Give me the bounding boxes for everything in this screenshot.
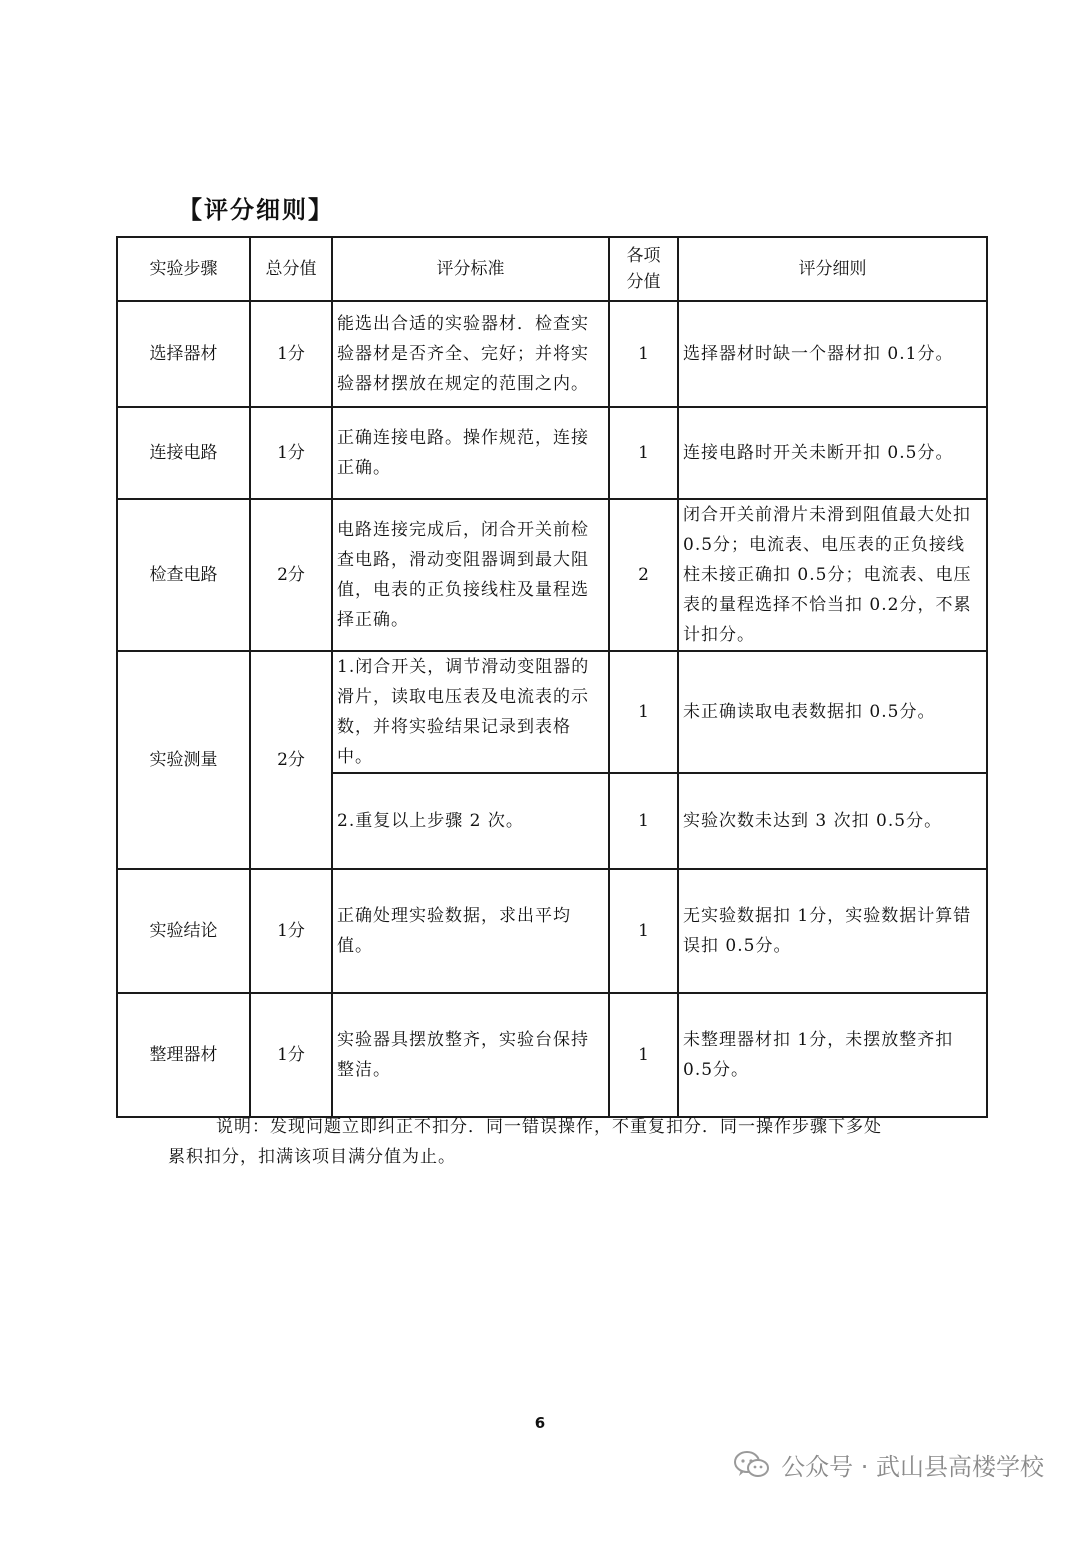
cell-item-score: 2 — [609, 499, 678, 651]
cell-standard: 实验器具摆放整齐，实验台保持整洁。 — [332, 993, 609, 1117]
cell-item-score: 1 — [609, 869, 678, 993]
table-row — [117, 869, 987, 993]
cell-standard: 正确处理实验数据，求出平均值。 — [332, 869, 609, 993]
note-line-1: 说明：发现问题立即纠正不扣分．同一错误操作，不重复扣分．同一操作步骤下多处 — [216, 1117, 882, 1137]
cell-detail: 未正确读取电表数据扣 0.5分。 — [678, 651, 987, 773]
cell-detail: 实验次数未达到 3 次扣 0.5分。 — [678, 773, 987, 869]
note-line-2: 累积扣分，扣满该项目满分值为止。 — [168, 1147, 456, 1167]
header-standard: 评分标准 — [332, 237, 609, 301]
header-total: 总分值 — [250, 237, 332, 301]
cell-item-score: 1 — [609, 993, 678, 1117]
cell-standard: 1.闭合开关，调节滑动变阻器的滑片，读取电压表及电流表的示数，并将实验结果记录到表格中。 — [332, 651, 609, 773]
table-row — [117, 993, 987, 1117]
cell-standard: 正确连接电路。操作规范，连接正确。 — [332, 407, 609, 499]
section-title: 【评分细则】 — [178, 195, 334, 224]
cell-detail: 选择器材时缺一个器材扣 0.1分。 — [678, 301, 987, 407]
cell-standard: 电路连接完成后，闭合开关前检查电路，滑动变阻器调到最大阻值，电表的正负接线柱及量程选择正确。 — [332, 499, 609, 651]
table-row — [117, 407, 987, 499]
cell-total: 1分 — [250, 869, 332, 993]
wechat-icon — [733, 1450, 771, 1480]
table-header-row — [117, 237, 987, 301]
cell-total: 1分 — [250, 301, 332, 407]
table-row — [117, 651, 987, 773]
cell-total: 2分 — [250, 499, 332, 651]
cell-item-score: 1 — [609, 301, 678, 407]
cell-detail: 无实验数据扣 1分，实验数据计算错误扣 0.5分。 — [678, 869, 987, 993]
cell-step: 选择器材 — [117, 301, 250, 407]
cell-step: 实验结论 — [117, 869, 250, 993]
header-detail: 评分细则 — [678, 237, 987, 301]
cell-step: 实验测量 — [117, 651, 250, 869]
header-step: 实验步骤 — [117, 237, 250, 301]
watermark — [733, 1447, 1044, 1482]
cell-step: 连接电路 — [117, 407, 250, 499]
page-number: 6 — [534, 1414, 546, 1432]
note-paragraph — [168, 1112, 928, 1172]
table-row — [117, 499, 987, 651]
watermark-text: 公众号 · 武山县高楼学校 — [781, 1453, 1044, 1481]
cell-item-score: 1 — [609, 407, 678, 499]
cell-total: 1分 — [250, 407, 332, 499]
cell-standard: 能选出合适的实验器材．检查实验器材是否齐全、完好；并将实验器材摆放在规定的范围之内。 — [332, 301, 609, 407]
cell-step: 检查电路 — [117, 499, 250, 651]
cell-standard: 2.重复以上步骤 2 次。 — [332, 773, 609, 869]
cell-step: 整理器材 — [117, 993, 250, 1117]
cell-detail: 连接电路时开关未断开扣 0.5分。 — [678, 407, 987, 499]
table-row — [117, 301, 987, 407]
cell-detail: 未整理器材扣 1分，未摆放整齐扣 0.5分。 — [678, 993, 987, 1117]
cell-detail: 闭合开关前滑片未滑到阻值最大处扣 0.5分；电流表、电压表的正负接线柱未接正确扣 0.5分；电流表、电压表的量程选择不恰当扣 0.2分，不累计扣分。 — [678, 499, 987, 651]
cell-item-score: 1 — [609, 651, 678, 773]
cell-item-score: 1 — [609, 773, 678, 869]
header-item-score: 各项分值 — [609, 237, 678, 301]
cell-total: 2分 — [250, 651, 332, 869]
grading-table — [116, 236, 988, 1118]
cell-total: 1分 — [250, 993, 332, 1117]
